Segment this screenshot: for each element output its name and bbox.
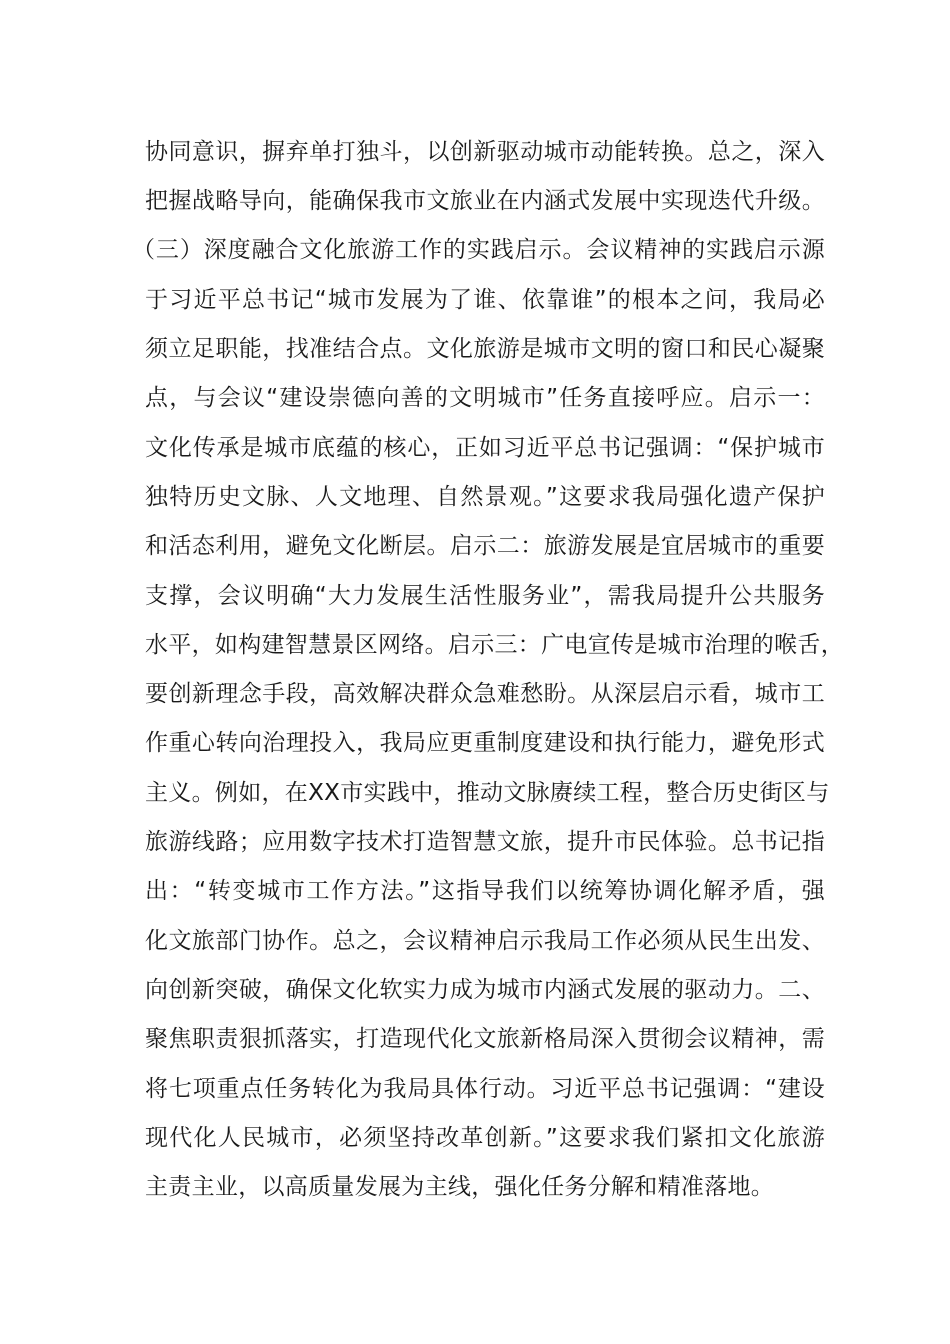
- text-line: 须立足职能，找准结合点。文化旅游是城市文明的窗口和民心凝聚: [145, 336, 825, 362]
- text-line: 水平，如构建智慧景区网络。启示三：广电宣传是城市治理的喉舌，: [145, 632, 844, 658]
- text-line: 将七项重点任务转化为我局具体行动。习近平总书记强调：“建设: [145, 1076, 825, 1102]
- text-line: 现代化人民城市，必须坚持改革创新。”这要求我们紧扣文化旅游: [145, 1125, 825, 1151]
- text-line: 旅游线路；应用数字技术打造智慧文旅，提升市民体验。总书记指: [145, 829, 825, 855]
- text-line: 化文旅部门协作。总之，会议精神启示我局工作必须从民生出发、: [145, 928, 825, 954]
- text-line: 于习近平总书记“城市发展为了谁、依靠谁”的根本之问，我局必: [145, 287, 825, 313]
- text-line: 独特历史文脉、人文地理、自然景观。”这要求我局强化遗产保护: [145, 484, 825, 510]
- text-line: 把握战略导向，能确保我市文旅业在内涵式发展中实现迭代升级。: [145, 188, 825, 214]
- text-line: 文化传承是城市底蕴的核心，正如习近平总书记强调：“保护城市: [145, 435, 825, 461]
- text-line: 主责主业，以高质量发展为主线，强化任务分解和精准落地。: [145, 1174, 775, 1200]
- text-line: 作重心转向治理投入，我局应更重制度建设和执行能力，避免形式: [145, 730, 825, 756]
- text-line: 和活态利用，避免文化断层。启示二：旅游发展是宜居城市的重要: [145, 533, 825, 559]
- text-line: 聚焦职责狠抓落实，打造现代化文旅新格局深入贯彻会议精神，需: [145, 1026, 825, 1052]
- text-line: 点，与会议“建设崇德向善的文明城市”任务直接呼应。启示一：: [145, 385, 825, 411]
- text-line: 要创新理念手段，高效解决群众急难愁盼。从深层启示看，城市工: [145, 681, 825, 707]
- text-line: 向创新突破，确保文化软实力成为城市内涵式发展的驱动力。二、: [145, 977, 825, 1003]
- text-line: 协同意识，摒弃单打独斗，以创新驱动城市动能转换。总之，深入: [145, 139, 825, 165]
- text-line: 主义。例如，在XX市实践中，推动文脉赓续工程，整合历史街区与: [145, 780, 830, 806]
- text-line: （三）深度融合文化旅游工作的实践启示。会议精神的实践启示源: [132, 237, 825, 263]
- text-line: 出：“转变城市工作方法。”这指导我们以统筹协调化解矛盾，强: [145, 878, 825, 904]
- text-line: 支撑，会议明确“大力发展生活性服务业”，需我局提升公共服务: [145, 583, 825, 609]
